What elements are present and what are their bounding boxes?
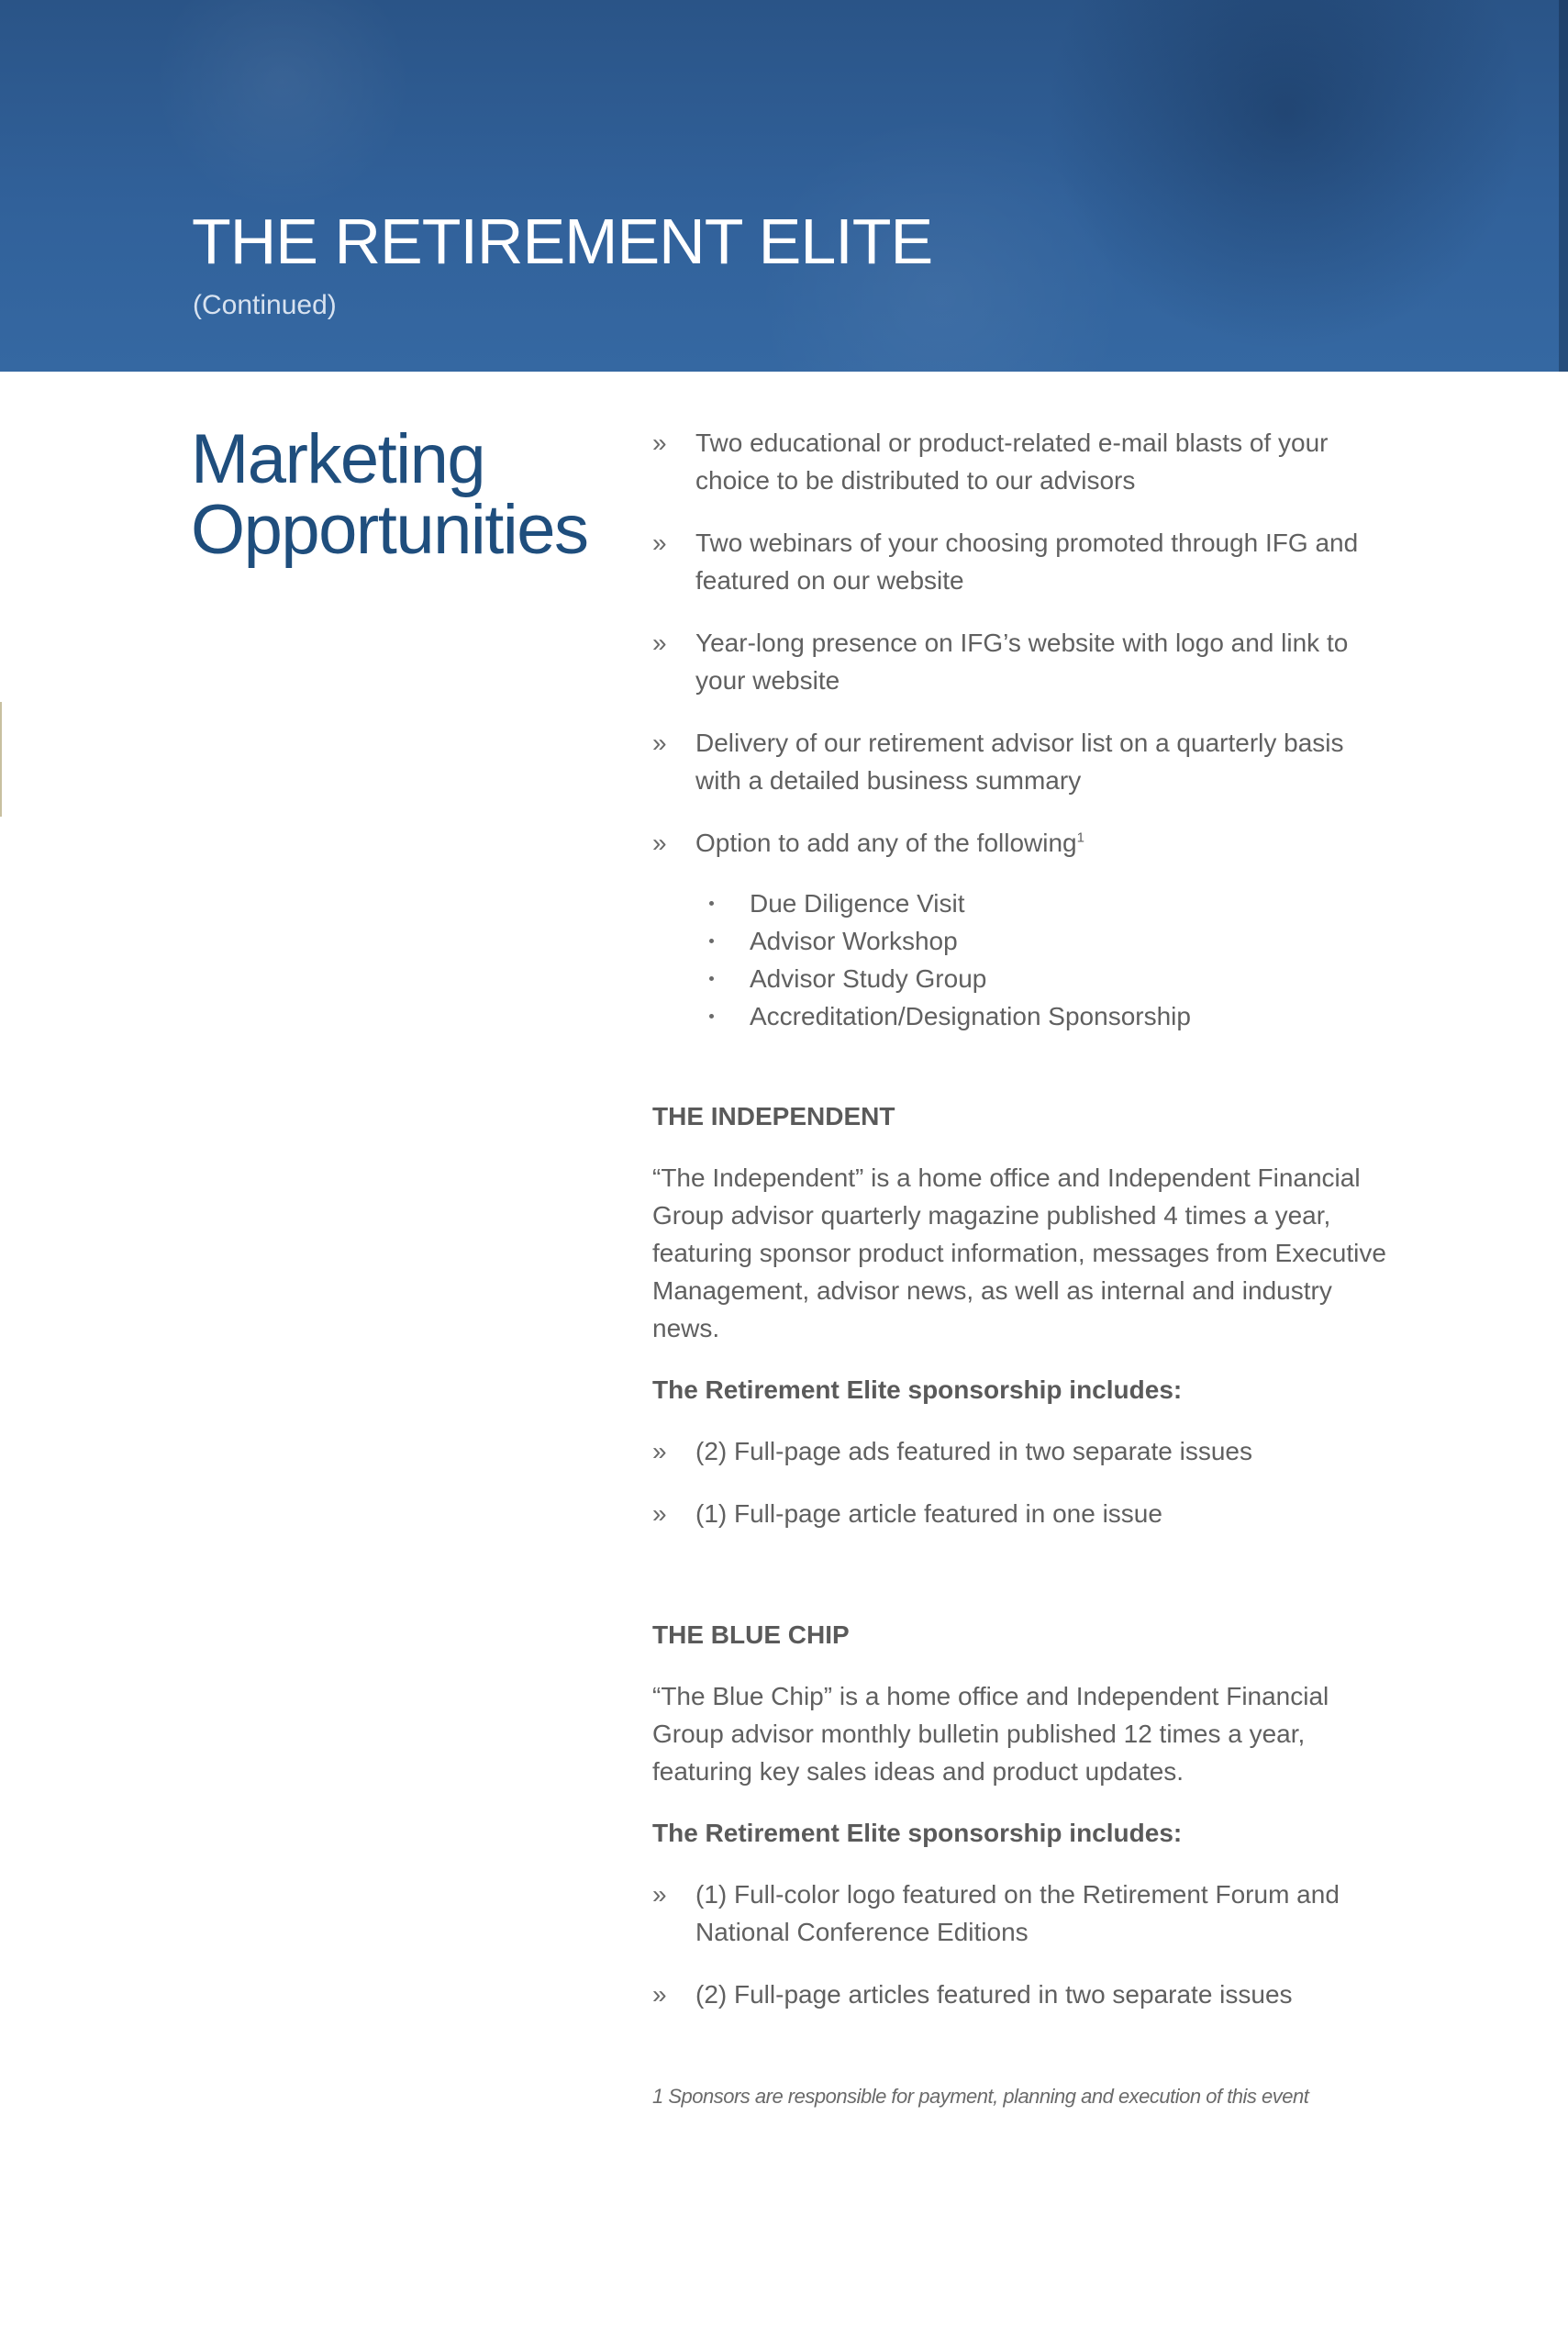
list-item	[652, 1495, 1386, 1532]
content-column	[652, 424, 1386, 2110]
list-item	[652, 724, 1386, 799]
blue-chip-section	[652, 1616, 1386, 2013]
independent-heading: THE INDEPENDENT	[652, 1102, 895, 1130]
list-item	[652, 624, 1386, 699]
options-list	[652, 885, 1386, 1035]
bullet-chevron-icon: »	[652, 629, 667, 657]
bullet-chevron-icon: »	[652, 1880, 667, 1909]
bullet-chevron-icon: »	[652, 429, 667, 457]
option-item	[750, 922, 1386, 960]
independent-includes-label: The Retirement Elite sponsorship includes:	[652, 1375, 1183, 1404]
option-text: Option to add any of the following	[695, 829, 1077, 857]
blue-chip-includes-label: The Retirement Elite sponsorship includes:	[652, 1819, 1183, 1847]
edge-marker	[0, 702, 2, 817]
footnote: 1 Sponsors are responsible for payment, planning and execution of this event	[652, 2085, 1309, 2108]
bullet-chevron-icon: »	[652, 829, 667, 857]
list-item	[652, 524, 1386, 599]
list-item-text: (1) Full-page article featured in one issue	[695, 1499, 1162, 1528]
bullet-chevron-icon: »	[652, 1437, 667, 1465]
option-item-text: Advisor Study Group	[750, 964, 987, 993]
bullet-chevron-icon: »	[652, 1499, 667, 1528]
bullet-chevron-icon: »	[652, 729, 667, 757]
list-item	[652, 1432, 1386, 1470]
opportunities-list	[652, 424, 1386, 862]
list-item-text: (2) Full-page ads featured in two separate issues	[695, 1437, 1252, 1465]
blue-chip-list	[652, 1876, 1386, 2013]
bullet-chevron-icon: »	[652, 529, 667, 557]
option-item-text: Advisor Workshop	[750, 927, 958, 955]
header-banner	[0, 0, 1568, 372]
list-item-text: Two educational or product-related e-mail blasts of your choice to be distributed to our advisors	[695, 429, 1329, 495]
footnote-ref: 1	[1076, 829, 1084, 846]
independent-list	[652, 1432, 1386, 1532]
bullet-chevron-icon: »	[652, 1980, 667, 2009]
blue-chip-description: “The Blue Chip” is a home office and Independent Financial Group advisor monthly bulletin published 12 times a year, featuring key sales ideas and product updates.	[652, 1682, 1329, 1786]
bullet-dot-icon	[709, 1014, 714, 1019]
list-item	[652, 424, 1386, 499]
option-item	[750, 960, 1386, 997]
independent-section	[652, 1097, 1386, 1532]
section-heading-line-1: Marketing	[191, 420, 485, 498]
list-item	[652, 1976, 1386, 2013]
section-heading-line-2: Opportunities	[191, 491, 588, 569]
blue-chip-heading: THE BLUE CHIP	[652, 1620, 850, 1649]
list-item-text: (1) Full-color logo featured on the Retirement Forum and National Conference Editions	[695, 1880, 1340, 1946]
option-item	[750, 997, 1386, 1035]
list-item	[652, 1876, 1386, 1951]
bullet-dot-icon	[709, 901, 714, 906]
option-item-text: Accreditation/Designation Sponsorship	[750, 1002, 1191, 1030]
bullet-dot-icon	[709, 976, 714, 981]
page-subtitle: (Continued)	[193, 290, 337, 320]
option-item	[750, 885, 1386, 922]
list-item-option	[652, 824, 1386, 862]
section-heading	[191, 420, 613, 569]
list-item-text: Delivery of our retirement advisor list on a quarterly basis with a detailed business summary	[695, 729, 1344, 795]
list-item-text: Year-long presence on IFG’s website with logo and link to your website	[695, 629, 1349, 695]
independent-description: “The Independent” is a home office and Independent Financial Group advisor quarterly magazine published 4 times a year, featuring sponsor product information, messages from Executive Management, advisor news, as well as internal and industry news.	[652, 1163, 1386, 1342]
bullet-dot-icon	[709, 939, 714, 943]
list-item-text: (2) Full-page articles featured in two separate issues	[695, 1980, 1293, 2009]
list-item-text: Two webinars of your choosing promoted through IFG and featured on our website	[695, 529, 1359, 595]
page-title: THE RETIREMENT ELITE	[192, 206, 933, 277]
option-item-text: Due Diligence Visit	[750, 889, 965, 918]
